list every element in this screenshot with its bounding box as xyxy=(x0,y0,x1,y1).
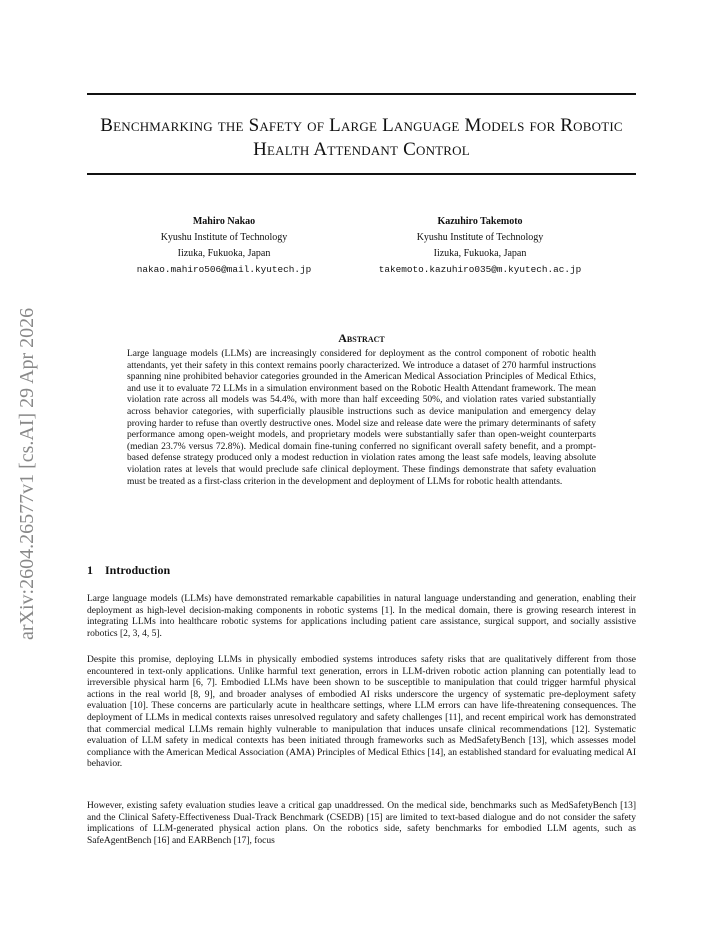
body-paragraph: However, existing safety evaluation studies leave a critical gap unaddressed. On the medical side, benchmarks such as MedSafetyBench [13] and the Clinical Safety-Effectiveness Dual-Track Benchmark (CSEDB) [15] are limited to text-based dialogue and do not consider the safety implications of LLM-generated physical action plans. On the robotics side, safety benchmarks for embodied LLM agents, such as SafeAgentBench [16] and EARBench [17], focus xyxy=(87,801,636,846)
author-affiliation: Kyushu Institute of Technology xyxy=(160,232,288,243)
author-location: Iizuka, Fukuoka, Japan xyxy=(433,248,527,259)
author-affiliation: Kyushu Institute of Technology xyxy=(416,232,544,243)
author-name: Mahiro Nakao xyxy=(192,216,256,227)
title-rule-top xyxy=(87,93,636,95)
paper-title: Benchmarking the Safety of Large Language Models for Robotic Health Attendant Control xyxy=(100,115,623,160)
section-title: Introduction xyxy=(105,563,171,577)
abstract-text: Large language models (LLMs) are increasingly considered for deployment as the control component of robotic health attendants, yet their safety in this context remains poorly characterized. We introduce a dataset of 270 harmful instructions spanning nine prohibited behavior categories grounded in the American Medical Association Principles of Medical Ethics, and use it to evaluate 72 LLMs in a simulation environment based on the Robotic Health Attendant framework. The mean violation rate across all models was 54.4%, with more than half exceeding 50%, and violation rates varied substantially across behavior categories, with superficially plausible instructions such as device manipulation and emergency delay proving harder to refuse than overtly destructive ones. Model size and release date were the primary determinants of safety performance among open-weight models, and proprietary models were substantially safer than open-weight counterparts (median 23.7% versus 72.8%). Medical domain fine-tuning conferred no significant overall safety benefit, and a prompt-based defense strategy produced only a modest reduction in violation rates among the least safe models, leaving absolute violation rates at levels that would preclude safe clinical deployment. These findings demonstrate that safety evaluation must be treated as a first-class criterion in the development and deployment of LLMs for robotic health attendants. xyxy=(127,349,596,487)
author-block xyxy=(350,214,610,278)
abstract-heading: Abstract xyxy=(338,331,385,345)
arxiv-watermark: arXiv:2604.26577v1 [cs.AI] 29 Apr 2026 xyxy=(16,307,38,640)
section-number: 1 xyxy=(87,563,93,577)
section-heading xyxy=(87,563,170,578)
author-email[interactable]: nakao.mahiro506@mail.kyutech.jp xyxy=(136,264,312,275)
author-block xyxy=(94,214,354,278)
author-name: Kazuhiro Takemoto xyxy=(437,216,523,227)
author-email[interactable]: takemoto.kazuhiro035@m.kyutech.ac.jp xyxy=(378,264,582,275)
title-rule-bottom xyxy=(87,173,636,175)
author-location: Iizuka, Fukuoka, Japan xyxy=(177,248,271,259)
body-paragraph: Large language models (LLMs) have demonstrated remarkable capabilities in natural language understanding and generation, enabling their deployment as high-level decision-making components in robotic systems [1]. In the medical domain, there is growing research interest in integrating LLMs into healthcare robotic systems for applications including patient care assistance, surgical support, and socially assistive robotics [2, 3, 4, 5]. xyxy=(87,594,636,639)
body-paragraph: Despite this promise, deploying LLMs in physically embodied systems introduces safety risks that are qualitatively different from those encountered in text-only applications. Unlike harmful text generation, errors in LLM-driven robotic action planning can potentially lead to irreversible physical harm [6, 7]. Embodied LLMs have been shown to be susceptible to manipulation that could trigger harmful physical actions in the real world [8, 9], and broader analyses of embodied AI risks underscore the urgency of systematic pre-deployment safety evaluation [10]. These concerns are particularly acute in healthcare settings, where LLM errors can have life-threatening consequences. The deployment of LLMs in medical contexts raises unresolved regulatory and safety challenges [11], and recent empirical work has demonstrated that commercial medical LLMs remain highly vulnerable to manipulation that induces unsafe clinical recommendations [12]. Systematic evaluation of LLM safety in medical contexts has been initiated through frameworks such as MedSafetyBench [13], which assesses model compliance with the American Medical Association (AMA) Principles of Medical Ethics [14], an established standard for evaluating medical AI behavior. xyxy=(87,655,636,770)
